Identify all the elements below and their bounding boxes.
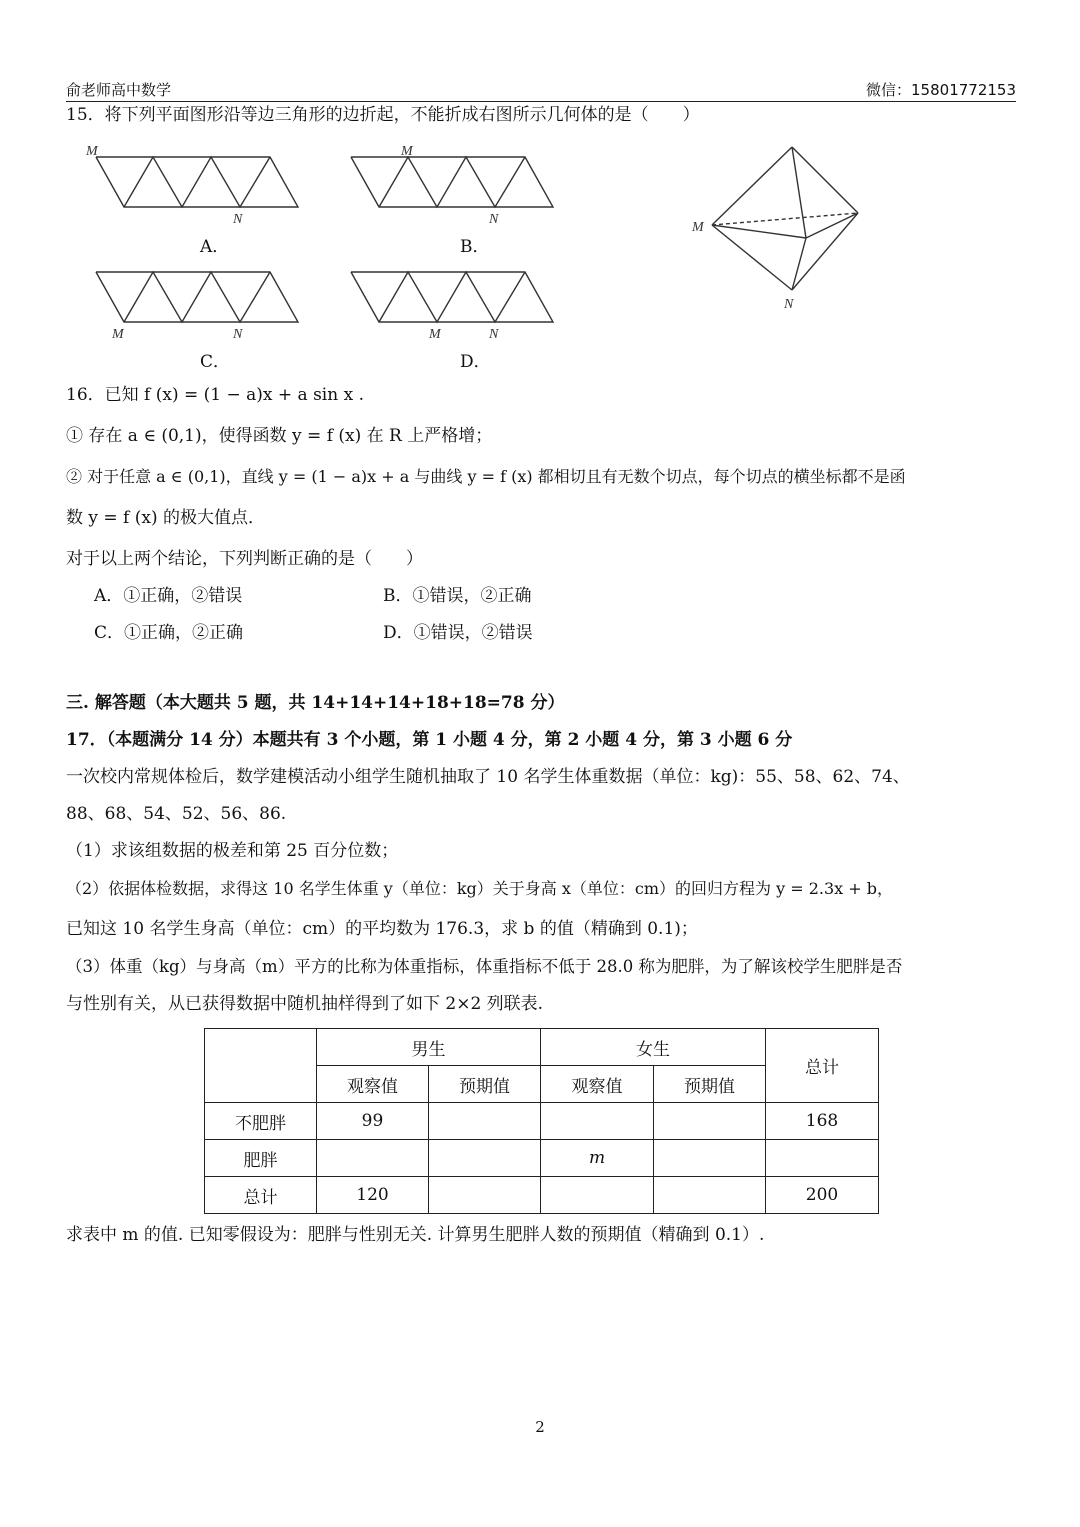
row-label: 肥胖 [205,1140,317,1177]
cell-female-expected [654,1177,766,1214]
net-a [96,157,298,207]
table-row [205,1177,879,1214]
header-female-expected: 预期值 [654,1066,766,1103]
cell-female-observed: m [541,1140,654,1177]
cell-male-observed: 120 [317,1177,429,1214]
q17-part-3a: （3）体重（kg）与身高（m）平方的比称为体重指标，体重指标不低于 28.0 称为肥胖，为了解该校学生肥胖是否 [66,957,903,976]
q17-part-3b: 与性别有关，从已获得数据中随机抽样得到了如下 2×2 列联表. [66,994,544,1014]
header-female-observed: 观察值 [541,1066,654,1103]
cell-female-observed [541,1103,654,1140]
q16-conclusion-1: ① 存在 a ∈ (0,1)，使得函数 y = f (x) 在 R 上严格增； [66,426,493,446]
q16-conclusion-2b: 数 y = f (x) 的极大值点． [66,508,266,528]
q17-intro-1: 一次校内常规体检后，数学建模活动小组学生随机抽取了 10 名学生体重数据（单位：kg)：55、58、62、74、 [66,767,910,787]
row-label: 总计 [205,1177,317,1214]
label-n-b: N [489,212,499,227]
cell-male-expected [429,1177,541,1214]
option-b-label: B． [460,237,490,257]
q15-figures [0,0,1080,400]
cell-male-expected [429,1103,541,1140]
label-n-c: N [233,327,243,342]
table-row [205,1140,879,1177]
label-m-solid: M [692,220,704,235]
option-d-label: D． [460,352,491,372]
net-b [351,157,553,207]
header-male-observed: 观察值 [317,1066,429,1103]
label-n-d: N [489,327,499,342]
q17-part-2b: 已知这 10 名学生身高（单位：cm）的平均数为 176.3，求 b 的值（精确到 0.1)； [66,919,698,939]
octahedron [712,147,858,290]
cell-male-observed: 99 [317,1103,429,1140]
header-male-expected: 预期值 [429,1066,541,1103]
cell-total: 200 [766,1177,879,1214]
header-male: 男生 [317,1029,541,1066]
q17-after-table: 求表中 m 的值. 已知零假设为：肥胖与性别无关. 计算男生肥胖人数的预期值（精确到 0.1）. [66,1225,765,1245]
q16-option-a: A．①正确，②错误 [94,586,243,606]
cell-female-observed [541,1177,654,1214]
cell-female-expected [654,1103,766,1140]
page-number: 2 [535,1418,545,1436]
cell-total: 168 [766,1103,879,1140]
cell-male-expected [429,1140,541,1177]
label-n-solid: N [784,297,794,312]
q16-option-b: B．①错误，②正确 [383,586,532,606]
table-row [205,1103,879,1140]
table-corner [205,1029,317,1103]
net-d [351,272,553,322]
q15-stem: 15．将下列平面图形沿等边三角形的边折起，不能折成右图所示几何体的是（ ） [66,105,700,125]
q17-part-2a: （2）依据体检数据，求得这 10 名学生体重 y（单位：kg）关于身高 x（单位：cm）的回归方程为 y = 2.3x + b， [66,879,894,898]
label-m-a: M [86,144,98,159]
q16-option-c: C．①正确，②正确 [94,623,244,643]
net-c [96,272,298,322]
q16-question: 对于以上两个结论，下列判断正确的是（ ） [66,549,423,569]
header-left: 俞老师高中数学 [66,81,172,99]
q16-conclusion-2a: ② 对于任意 a ∈ (0,1)，直线 y = (1 − a)x + a 与曲线 y = f (x) 都相切且有无数个切点，每个切点的横坐标都不是函 [66,467,906,486]
cell-male-observed [317,1140,429,1177]
label-m-b: M [401,144,413,159]
label-n-a: N [233,212,243,227]
header-female: 女生 [541,1029,766,1066]
q17-title: 17．（本题满分 14 分）本题共有 3 个小题，第 1 小题 4 分，第 2 小题 4 分，第 3 小题 6 分 [66,730,793,750]
contingency-table [204,1028,879,1214]
header-total: 总计 [766,1029,879,1103]
option-c-label: C． [200,352,231,372]
header-right: 微信：15801772153 [866,81,1016,99]
cell-total [766,1140,879,1177]
q16-stem: 16．已知 f (x) = (1 − a)x + a sin x . [66,385,364,405]
label-m-d: M [429,327,441,342]
q17-part-1: （1）求该组数据的极差和第 25 百分位数； [66,841,399,861]
q17-intro-2: 88、68、54、52、56、86. [66,804,287,824]
label-m-c: M [112,327,124,342]
cell-female-expected [654,1140,766,1177]
section-heading: 三. 解答题（本大题共 5 题，共 14+14+14+18+18=78 分） [66,693,565,713]
option-a-label: A． [200,237,230,257]
row-label: 不肥胖 [205,1103,317,1140]
q16-option-d: D．①错误，②错误 [383,623,533,643]
